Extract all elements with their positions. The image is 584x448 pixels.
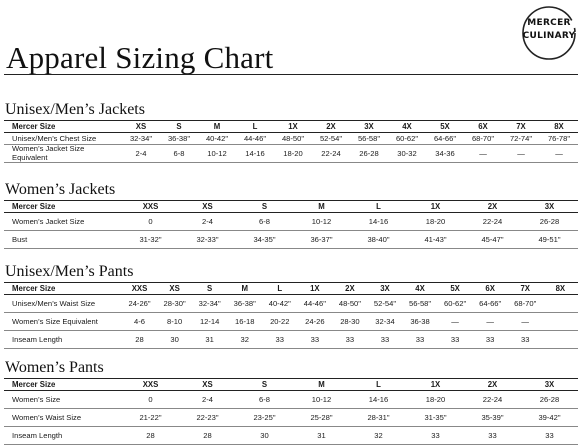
table-cell: 32-34" xyxy=(122,133,160,145)
table-cell: 72-74" xyxy=(502,133,540,145)
table-cell: 33 xyxy=(332,331,367,349)
header-cell: Mercer Size xyxy=(4,121,122,133)
table-cell: — xyxy=(473,313,508,331)
table-cell: 32-34" xyxy=(192,295,227,313)
table-cell: 39-42" xyxy=(521,409,578,427)
table-cell: 60-62" xyxy=(388,133,426,145)
table-cell: 32 xyxy=(350,427,407,445)
mercer-culinary-logo xyxy=(520,4,578,62)
table-cell: 33 xyxy=(403,331,438,349)
header-cell: XXS xyxy=(122,379,179,391)
table-cell: 24-26" xyxy=(122,295,157,313)
table-row xyxy=(4,391,578,409)
table-cell: 32-34 xyxy=(367,313,402,331)
sizing-table xyxy=(4,120,578,163)
sizing-table xyxy=(4,378,578,445)
title-divider xyxy=(4,74,578,75)
table-row xyxy=(4,427,578,445)
table-cell: 76-78" xyxy=(540,133,578,145)
table-cell: 40-42" xyxy=(262,295,297,313)
table-cell: 22-23" xyxy=(179,409,236,427)
table-cell: 18-20 xyxy=(407,213,464,231)
table-cell: 31 xyxy=(293,427,350,445)
table-cell: 6-8 xyxy=(160,145,198,163)
header-cell: XS xyxy=(122,121,160,133)
table-row xyxy=(4,231,578,249)
table-cell: 33 xyxy=(438,331,473,349)
table-cell: 38-40" xyxy=(350,231,407,249)
table-cell: 36-38" xyxy=(227,295,262,313)
header-cell: XS xyxy=(157,283,192,295)
table-cell: 36-38" xyxy=(160,133,198,145)
header-cell: S xyxy=(192,283,227,295)
table-cell: 40-42" xyxy=(198,133,236,145)
table-cell: 10-12 xyxy=(198,145,236,163)
table-cell: 64-66" xyxy=(426,133,464,145)
header-cell: S xyxy=(236,201,293,213)
table-cell xyxy=(543,295,578,313)
section-womens-jackets xyxy=(4,180,578,249)
table-cell: 22-24 xyxy=(464,391,521,409)
table-header-row xyxy=(4,283,578,295)
table-cell: 32-33" xyxy=(179,231,236,249)
table-cell: 52-54" xyxy=(312,133,350,145)
row-label: Unisex/Men’s Chest Size xyxy=(4,133,122,145)
header-cell: S xyxy=(160,121,198,133)
header-cell: S xyxy=(236,379,293,391)
row-label: Bust xyxy=(4,231,122,249)
header-cell: 3X xyxy=(521,379,578,391)
header-cell: 2X xyxy=(464,379,521,391)
table-cell: 31-32" xyxy=(122,231,179,249)
table-row xyxy=(4,133,578,145)
row-label: Inseam Length xyxy=(4,427,122,445)
table-cell: 28-30 xyxy=(332,313,367,331)
table-cell: 68-70" xyxy=(464,133,502,145)
table-cell: 52-54" xyxy=(367,295,402,313)
row-label: Women’s Jacket Size xyxy=(4,213,122,231)
table-cell: 8-10 xyxy=(157,313,192,331)
header-cell: XS xyxy=(179,379,236,391)
table-cell: 33 xyxy=(367,331,402,349)
table-header-row xyxy=(4,201,578,213)
table-cell: 45-47" xyxy=(464,231,521,249)
header-cell: 4X xyxy=(388,121,426,133)
table-cell: 22-24 xyxy=(464,213,521,231)
table-cell: 30 xyxy=(236,427,293,445)
section-title: Women’s Jackets xyxy=(5,181,116,198)
table-cell: 56-58" xyxy=(403,295,438,313)
table-cell: 24-26 xyxy=(297,313,332,331)
table-row xyxy=(4,331,578,349)
table-cell: 35-39" xyxy=(464,409,521,427)
table-cell: 28-31" xyxy=(350,409,407,427)
table-cell: 2-4 xyxy=(179,213,236,231)
table-header-row xyxy=(4,379,578,391)
table-cell: — xyxy=(464,145,502,163)
table-cell: 36-37" xyxy=(293,231,350,249)
table-cell: 60-62" xyxy=(438,295,473,313)
table-cell: 28-30" xyxy=(157,295,192,313)
table-row xyxy=(4,313,578,331)
table-cell: 33 xyxy=(407,427,464,445)
header-cell: L xyxy=(236,121,274,133)
table-row xyxy=(4,213,578,231)
row-label: Inseam Length xyxy=(4,331,122,349)
table-header-row xyxy=(4,121,578,133)
header-cell: Mercer Size xyxy=(4,201,122,213)
table-cell: 26-28 xyxy=(521,213,578,231)
section-title: Unisex/Men’s Pants xyxy=(5,263,134,280)
logo-line-2: CULINARY xyxy=(522,31,576,41)
header-cell: 6X xyxy=(464,121,502,133)
table-cell: 32 xyxy=(227,331,262,349)
header-cell: Mercer Size xyxy=(4,379,122,391)
header-cell: 8X xyxy=(540,121,578,133)
table-cell: 44-46" xyxy=(236,133,274,145)
table-cell: 4-6 xyxy=(122,313,157,331)
table-cell: 6-8 xyxy=(236,391,293,409)
row-label: Unisex/Men’s Waist Size xyxy=(4,295,122,313)
row-label: Women’s Jacket Size Equivalent xyxy=(4,145,122,163)
table-cell: 64-66" xyxy=(473,295,508,313)
table-cell: 68-70" xyxy=(508,295,543,313)
table-row xyxy=(4,145,578,163)
header-cell: Mercer Size xyxy=(4,283,122,295)
table-cell: 0 xyxy=(122,213,179,231)
table-cell: — xyxy=(502,145,540,163)
table-cell: 30 xyxy=(157,331,192,349)
header-cell: L xyxy=(262,283,297,295)
header-cell: 2X xyxy=(464,201,521,213)
table-cell: 34-35" xyxy=(236,231,293,249)
header-cell: 5X xyxy=(438,283,473,295)
table-cell: 10-12 xyxy=(293,391,350,409)
table-cell: 6-8 xyxy=(236,213,293,231)
header-cell: 5X xyxy=(426,121,464,133)
table-cell: — xyxy=(438,313,473,331)
table-cell: 10-12 xyxy=(293,213,350,231)
sizing-table xyxy=(4,282,578,349)
sizing-table xyxy=(4,200,578,249)
table-cell: 14-16 xyxy=(350,391,407,409)
header-cell: 4X xyxy=(403,283,438,295)
header-cell: M xyxy=(227,283,262,295)
table-cell: 33 xyxy=(262,331,297,349)
table-cell: 12-14 xyxy=(192,313,227,331)
section-unisex-mens-pants xyxy=(4,262,578,349)
header-cell: 1X xyxy=(407,379,464,391)
header-cell: 1X xyxy=(407,201,464,213)
table-row xyxy=(4,409,578,427)
section-unisex-mens-jackets xyxy=(4,100,578,163)
header-cell: 3X xyxy=(521,201,578,213)
table-cell: 28 xyxy=(179,427,236,445)
table-cell: 2-4 xyxy=(122,145,160,163)
table-cell: 36-38 xyxy=(403,313,438,331)
table-cell xyxy=(543,313,578,331)
table-cell: 18-20 xyxy=(274,145,312,163)
table-cell: 31-35" xyxy=(407,409,464,427)
table-cell: 48-50" xyxy=(332,295,367,313)
table-cell: 44-46" xyxy=(297,295,332,313)
table-cell: — xyxy=(508,313,543,331)
table-cell: 20-22 xyxy=(262,313,297,331)
header-cell: XXS xyxy=(122,283,157,295)
table-cell: 41-43" xyxy=(407,231,464,249)
row-label: Women’s Size Equivalent xyxy=(4,313,122,331)
table-cell: 16-18 xyxy=(227,313,262,331)
table-cell: 48-50" xyxy=(274,133,312,145)
section-title: Unisex/Men’s Jackets xyxy=(5,101,145,118)
header-cell: 2X xyxy=(332,283,367,295)
header-cell: 1X xyxy=(297,283,332,295)
section-title: Women’s Pants xyxy=(5,359,104,376)
header-cell: 1X xyxy=(274,121,312,133)
logo-line-1: MERCER xyxy=(527,18,571,28)
table-cell: — xyxy=(540,145,578,163)
table-cell: 22-24 xyxy=(312,145,350,163)
header-cell: 2X xyxy=(312,121,350,133)
header-cell: 3X xyxy=(350,121,388,133)
header-cell: L xyxy=(350,201,407,213)
table-cell: 18-20 xyxy=(407,391,464,409)
table-cell: 26-28 xyxy=(521,391,578,409)
header-cell: XXS xyxy=(122,201,179,213)
header-cell: M xyxy=(293,201,350,213)
table-cell: 34-36 xyxy=(426,145,464,163)
header-cell: M xyxy=(198,121,236,133)
table-cell: 14-16 xyxy=(350,213,407,231)
header-cell: 3X xyxy=(367,283,402,295)
table-cell: 14-16 xyxy=(236,145,274,163)
table-cell: 30-32 xyxy=(388,145,426,163)
table-cell: 33 xyxy=(521,427,578,445)
header-cell: L xyxy=(350,379,407,391)
table-cell: 31 xyxy=(192,331,227,349)
table-cell: 33 xyxy=(464,427,521,445)
page-title: Apparel Sizing Chart xyxy=(6,40,274,75)
table-cell: 49-51" xyxy=(521,231,578,249)
table-cell: 33 xyxy=(297,331,332,349)
table-cell xyxy=(543,331,578,349)
section-womens-pants xyxy=(4,358,578,445)
row-label: Women’s Waist Size xyxy=(4,409,122,427)
table-cell: 23-25" xyxy=(236,409,293,427)
header-cell: 8X xyxy=(543,283,578,295)
table-cell: 33 xyxy=(508,331,543,349)
table-cell: 26-28 xyxy=(350,145,388,163)
table-cell: 25-28" xyxy=(293,409,350,427)
table-cell: 2-4 xyxy=(179,391,236,409)
table-row xyxy=(4,295,578,313)
table-cell: 33 xyxy=(473,331,508,349)
table-cell: 28 xyxy=(122,331,157,349)
table-cell: 21-22" xyxy=(122,409,179,427)
header-cell: M xyxy=(293,379,350,391)
header-cell: 7X xyxy=(502,121,540,133)
header-cell: 7X xyxy=(508,283,543,295)
header-cell: XS xyxy=(179,201,236,213)
table-cell: 0 xyxy=(122,391,179,409)
table-cell: 28 xyxy=(122,427,179,445)
table-cell: 56-58" xyxy=(350,133,388,145)
row-label: Women’s Size xyxy=(4,391,122,409)
header-cell: 6X xyxy=(473,283,508,295)
